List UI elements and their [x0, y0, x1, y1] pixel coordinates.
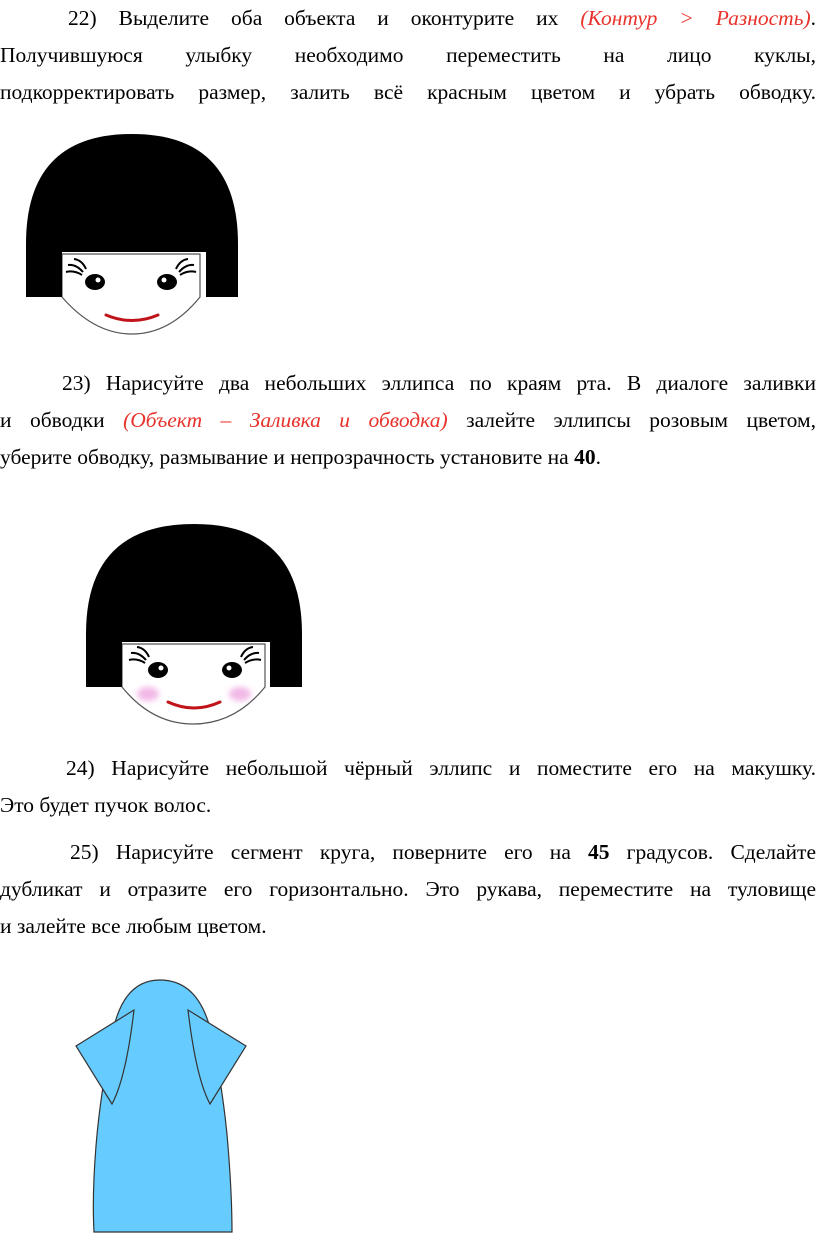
- step-22-line-3: подкорректировать размер, залить всё красным цветом и убрать обводку.: [0, 80, 816, 104]
- left-blush: [137, 687, 159, 701]
- step-25-text: [0, 834, 816, 945]
- menu-path-contour-difference: (Контур > Разность): [580, 6, 811, 30]
- doll-face-smile-figure: [20, 132, 245, 342]
- step-22-line-1: 22) Выделите оба объекта и оконтурите их (Контур > Разность).: [68, 6, 816, 30]
- right-blush: [229, 687, 251, 701]
- step-23-text: [0, 365, 816, 476]
- doll-face-outline: [62, 254, 200, 334]
- step-25-line-1: 25) Нарисуйте сегмент круга, поверните его на 45 градусов. Сделайте: [70, 840, 816, 864]
- step-25-line-2: дубликат и отразите его горизонтально. Это рукава, переместите на туловище: [0, 877, 816, 901]
- step-25-line-3: и залейте все любым цветом.: [0, 914, 267, 938]
- menu-path-fill-stroke: (Объект – Заливка и обводка): [123, 408, 448, 432]
- step-22-line-2: Получившуюся улыбку необходимо переместить на лицо куклы,: [0, 43, 816, 67]
- doll-face-blush-figure: [80, 522, 310, 732]
- step-22-text: [0, 0, 816, 111]
- step-24-line-2: Это будет пучок волос.: [0, 793, 212, 817]
- doll-body: [93, 980, 232, 1232]
- step-24-line-1: 24) Нарисуйте небольшой чёрный эллипс и поместите его на макушку.: [66, 756, 816, 780]
- step-24-text: [0, 750, 816, 824]
- step-23-line-1: 23) Нарисуйте два небольших эллипса по краям рта. В диалоге заливки: [62, 371, 816, 395]
- doll-face-outline: [122, 644, 265, 724]
- doll-body-sleeves-figure: [72, 976, 250, 1238]
- step-23-line-3: уберите обводку, размывание и непрозрачность установите на 40.: [0, 445, 601, 469]
- step-23-line-2: и обводки (Объект – Заливка и обводка) залейте эллипсы розовым цветом,: [0, 408, 816, 432]
